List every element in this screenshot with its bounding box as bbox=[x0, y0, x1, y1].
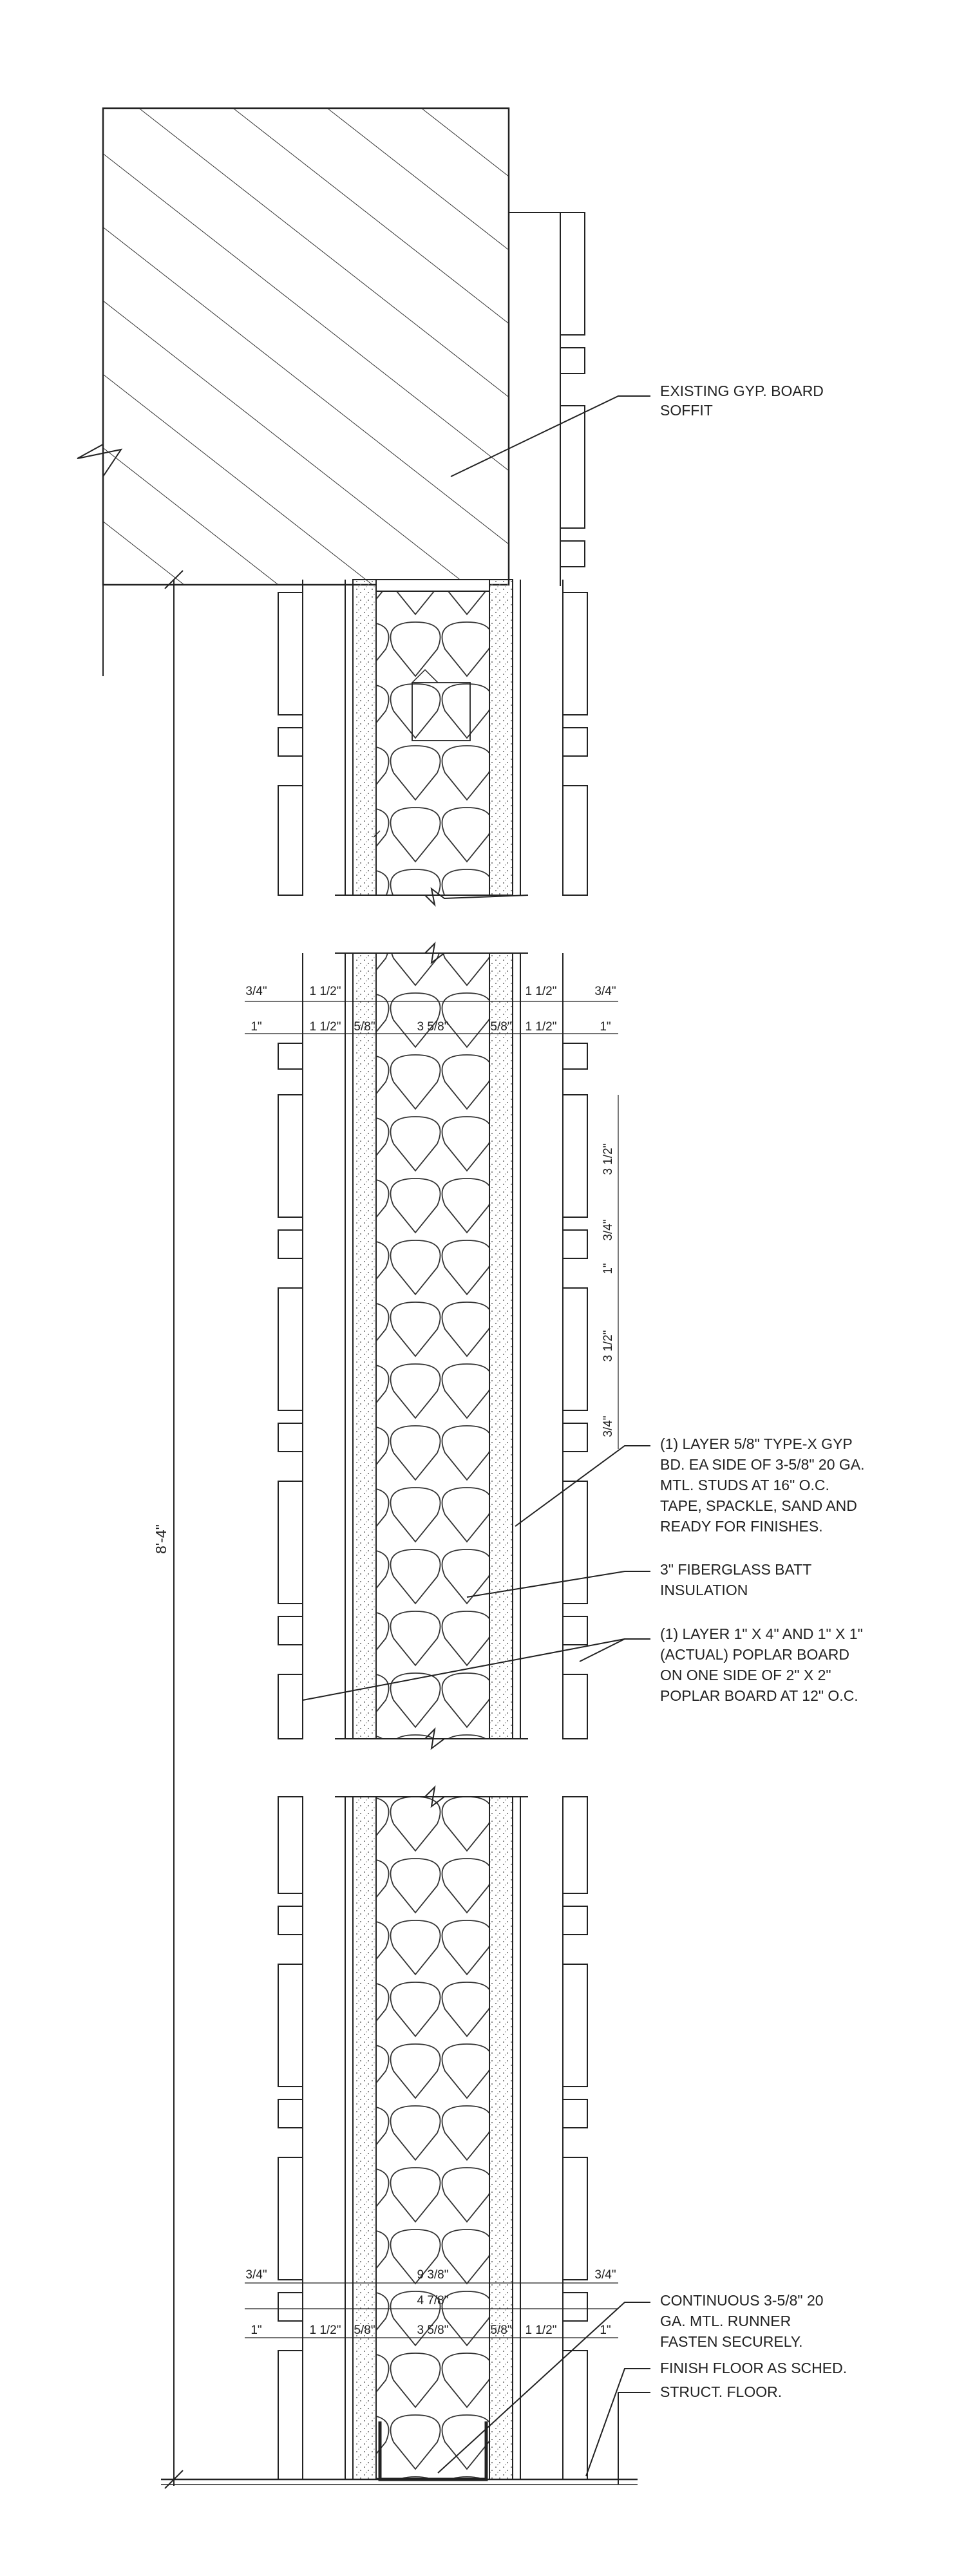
callout-gyp bbox=[660, 1435, 865, 1535]
dim-bottom-gyp-right: 5/8" bbox=[490, 2324, 512, 2337]
callout-runner-line-1: CONTINUOUS 3-5/8" 20 bbox=[660, 2292, 824, 2309]
wall-section-middle bbox=[278, 943, 587, 1748]
callout-poplar bbox=[660, 1625, 863, 1704]
callout-runner-line-3: FASTEN SECURELY. bbox=[660, 2333, 803, 2350]
dim-poplar-left-2: 1 1/2" bbox=[309, 1020, 341, 1034]
dim-bottom-poplar-right: 1 1/2" bbox=[525, 2324, 557, 2337]
dim-bottom-board-right: 1" bbox=[600, 2324, 611, 2337]
dim-poplar-right: 1 1/2" bbox=[525, 985, 557, 998]
callout-runner-line-2: GA. MTL. RUNNER bbox=[660, 2313, 791, 2329]
dim-spacing-b-2: 3/4" bbox=[601, 1416, 615, 1437]
dim-spacing-c-1: 1" bbox=[601, 1263, 615, 1274]
callout-poplar-line-4: POPLAR BOARD AT 12" O.C. bbox=[660, 1687, 858, 1704]
dim-spacing-a-2: 3 1/2" bbox=[601, 1330, 615, 1362]
dim-stud: 3 5/8" bbox=[417, 1020, 449, 1034]
dim-gyp-left: 5/8" bbox=[354, 1020, 375, 1034]
callout-poplar-line-2: (ACTUAL) POPLAR BOARD bbox=[660, 1646, 849, 1663]
callout-gyp-line-4: TAPE, SPACKLE, SAND AND bbox=[660, 1497, 857, 1514]
dim-bottom-gyp-left: 5/8" bbox=[354, 2324, 375, 2337]
wall-section-lower bbox=[278, 1787, 587, 2479]
callout-soffit bbox=[660, 383, 824, 419]
callout-insulation-line-2: INSULATION bbox=[660, 1582, 748, 1598]
callout-poplar-line-3: ON ONE SIDE OF 2" X 2" bbox=[660, 1667, 831, 1683]
dim-board-left: 1" bbox=[251, 1020, 262, 1034]
dim-spacing-b-1: 3/4" bbox=[601, 1219, 615, 1241]
dim-facing-right: 3/4" bbox=[594, 985, 616, 998]
callout-gyp-line-2: BD. EA SIDE OF 3-5/8" 20 GA. bbox=[660, 1456, 865, 1473]
dim-bottom-stud: 3 5/8" bbox=[417, 2324, 449, 2337]
callout-runner bbox=[660, 2292, 824, 2350]
dim-bottom-inner: 4 7/8" bbox=[417, 2294, 449, 2307]
dim-bottom-facing-left: 3/4" bbox=[245, 2268, 267, 2282]
dim-gyp-right: 5/8" bbox=[490, 1020, 512, 1034]
dim-bottom-poplar-left: 1 1/2" bbox=[309, 2324, 341, 2337]
callout-soffit-line-1: EXISTING GYP. BOARD bbox=[660, 383, 824, 399]
dim-board-right: 1" bbox=[600, 1020, 611, 1034]
top-facing-strip bbox=[509, 213, 585, 586]
dim-bottom-stud-overall: 9 3/8" bbox=[417, 2268, 449, 2282]
dim-poplar-left: 1 1/2" bbox=[309, 985, 341, 998]
callout-insulation bbox=[660, 1561, 811, 1598]
callout-finish-floor: FINISH FLOOR AS SCHED. bbox=[660, 2360, 848, 2376]
dim-bottom-board-left: 1" bbox=[251, 2324, 262, 2337]
callout-gyp-line-5: READY FOR FINISHES. bbox=[660, 1518, 823, 1535]
dim-bottom-facing-right: 3/4" bbox=[594, 2268, 616, 2282]
callout-soffit-line-2: SOFFIT bbox=[660, 402, 713, 419]
callout-poplar-line-1: (1) LAYER 1" X 4" AND 1" X 1" bbox=[660, 1625, 863, 1642]
overall-height-dimension bbox=[153, 571, 183, 2488]
wall-section-upper bbox=[278, 580, 587, 905]
callout-gyp-line-3: MTL. STUDS AT 16" O.C. bbox=[660, 1477, 829, 1493]
dim-spacing-a-1: 3 1/2" bbox=[601, 1143, 615, 1175]
dim-poplar-right-2: 1 1/2" bbox=[525, 1020, 557, 1034]
callout-insulation-line-1: 3" FIBERGLASS BATT bbox=[660, 1561, 812, 1578]
overall-height-label: 8'-4" bbox=[153, 1524, 169, 1554]
dim-facing-left: 3/4" bbox=[245, 985, 267, 998]
callout-gyp-line-1: (1) LAYER 5/8" TYPE-X GYP bbox=[660, 1435, 853, 1452]
callout-struct-floor: STRUCT. FLOOR. bbox=[660, 2383, 782, 2400]
